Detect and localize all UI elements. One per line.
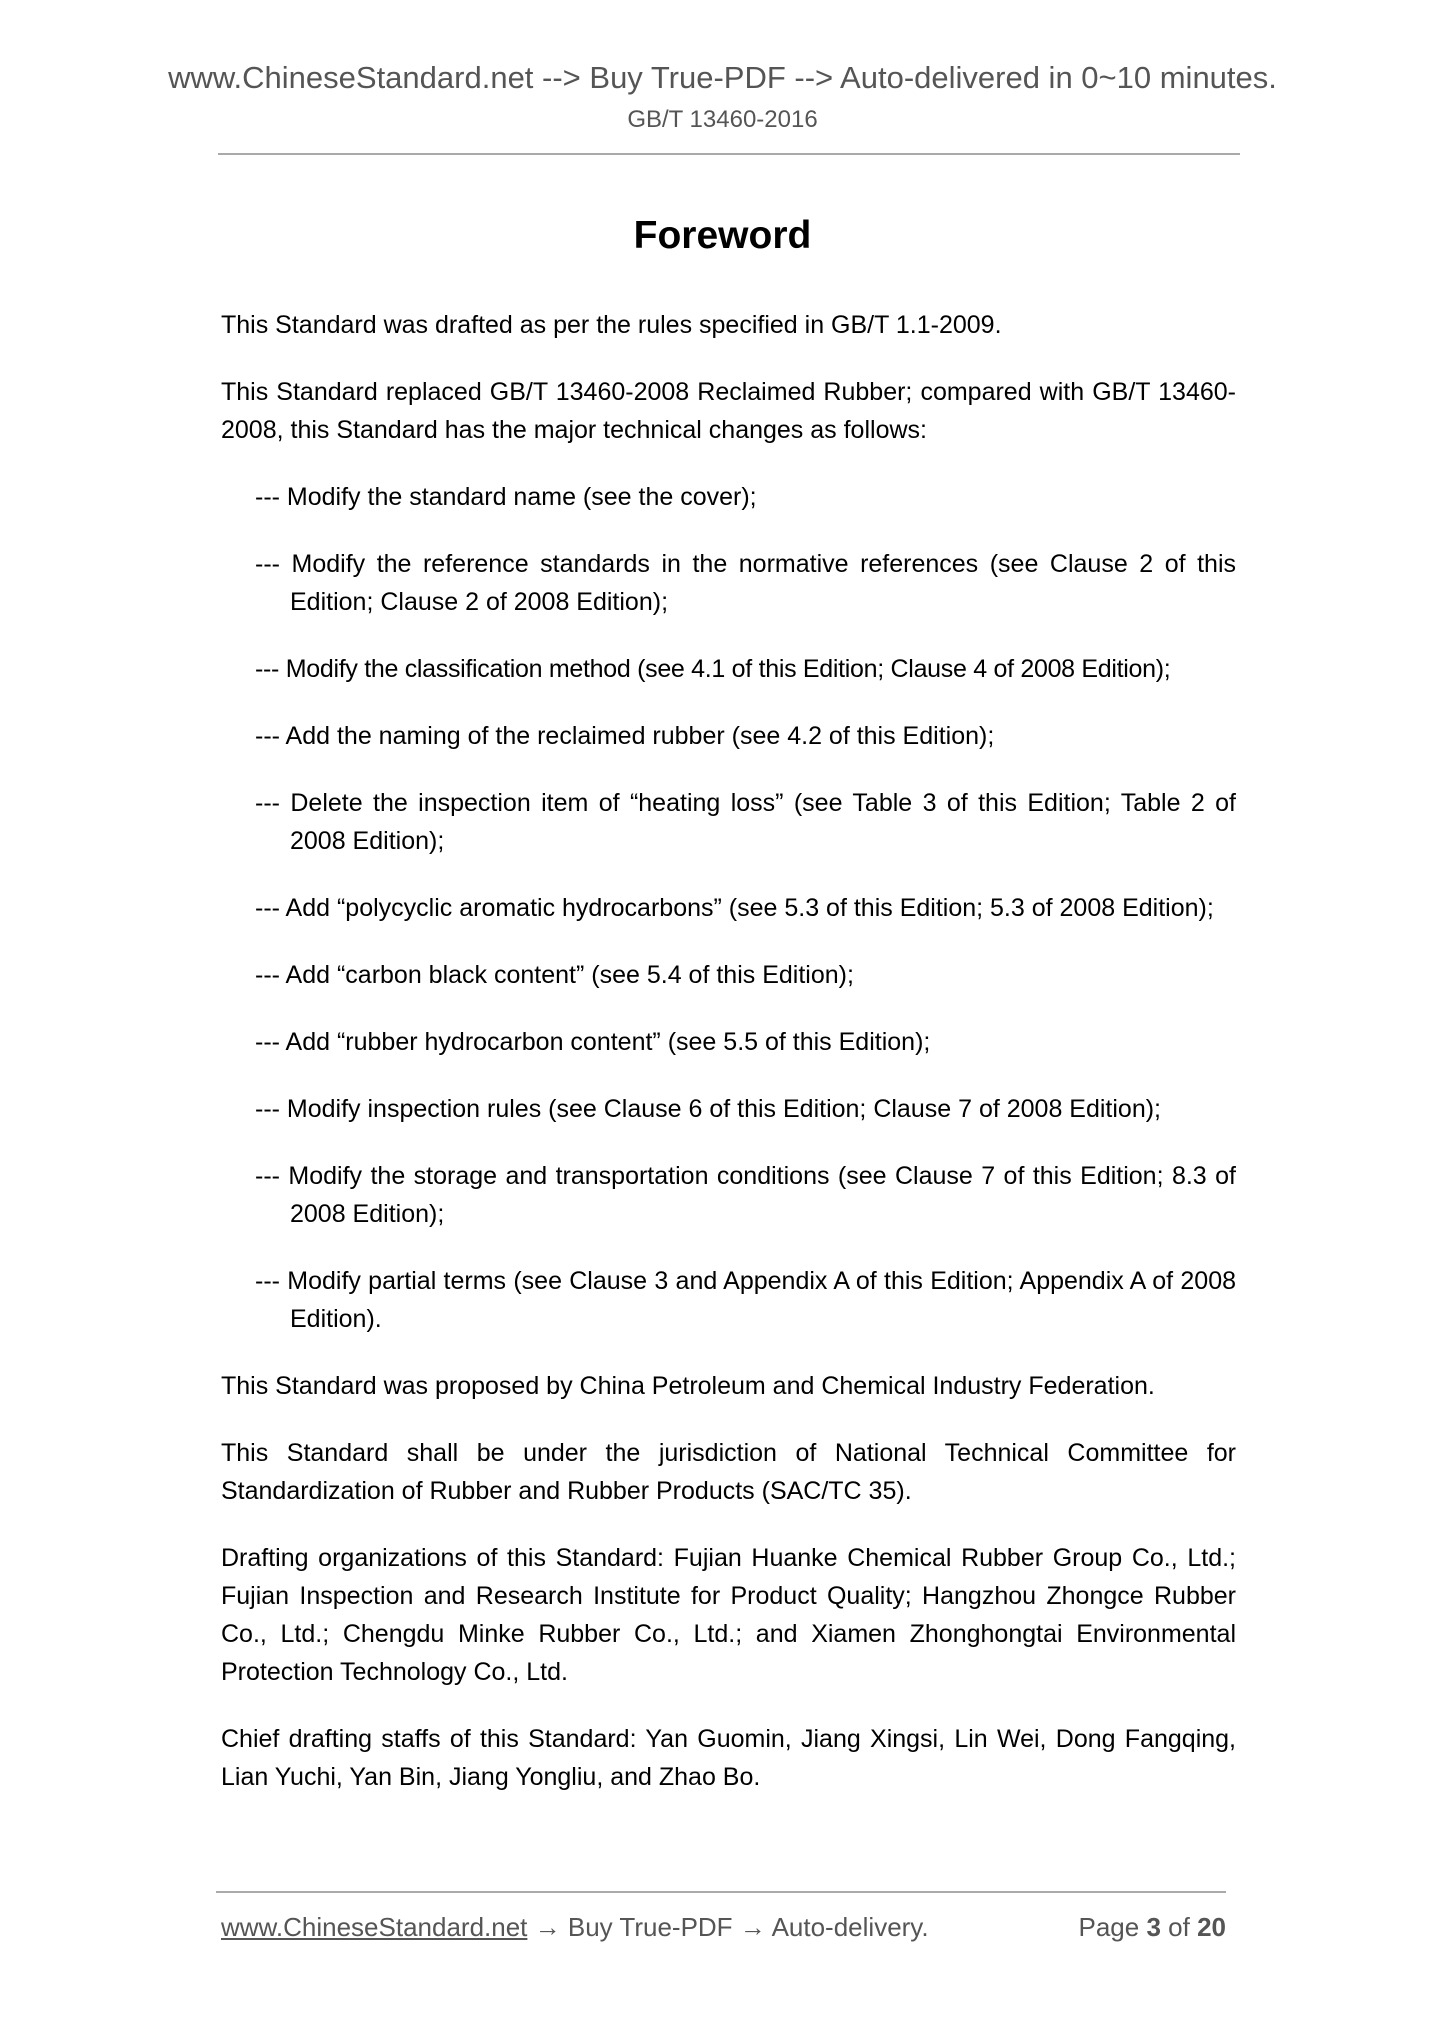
change-item: --- Add the naming of the reclaimed rubber (see 4.2 of this Edition); xyxy=(255,722,995,750)
change-item: --- Modify the classification method (see 4.1 of this Edition; Clause 4 of 2008 Edition); xyxy=(255,655,1171,683)
footer-site-link[interactable]: www.ChineseStandard.net xyxy=(221,1912,528,1942)
change-item: --- Add “carbon black content” (see 5.4 of this Edition); xyxy=(255,961,854,989)
change-item: --- Modify inspection rules (see Clause 6 of this Edition; Clause 7 of 2008 Edition); xyxy=(255,1095,1162,1123)
paragraph: This Standard shall be under the jurisdiction of National Technical Committee for Standardization of Rubber and Rubber Products (SAC/TC 35). xyxy=(221,1439,1236,1505)
page-current: 3 xyxy=(1146,1912,1161,1942)
change-item: --- Modify the standard name (see the cover); xyxy=(255,483,757,511)
standard-code: GB/T 13460-2016 xyxy=(627,106,818,133)
footer xyxy=(221,1912,1226,1943)
page-title: Foreword xyxy=(633,214,812,257)
change-item: --- Modify the storage and transportation conditions (see Clause 7 of this Edition; 8.3 of 2008 Edition); xyxy=(255,1162,1236,1228)
footer-divider xyxy=(216,1891,1226,1893)
paragraph: This Standard was proposed by China Petroleum and Chemical Industry Federation. xyxy=(221,1372,1155,1400)
change-item: --- Delete the inspection item of “heating loss” (see Table 3 of this Edition; Table 2 of 2008 Edition); xyxy=(255,789,1236,855)
change-item: --- Add “rubber hydrocarbon content” (see 5.5 of this Edition); xyxy=(255,1028,931,1056)
paragraph: Drafting organizations of this Standard: Fujian Huanke Chemical Rubber Group Co., Ltd.; Fujian Inspection and Research Institute for Product Quality; Hangzhou Zhongce Rubber Co., Ltd.; Chengdu Minke Rubber Co., Ltd.; and Xiamen Zhonghongtai Environmental Protection Technology Co., Ltd. xyxy=(221,1544,1236,1686)
footer-tagline: → Buy True-PDF → Auto-delivery. xyxy=(527,1912,929,1942)
change-item: --- Modify partial terms (see Clause 3 and Appendix A of this Edition; Appendix A of 2008 Edition). xyxy=(255,1267,1236,1333)
paragraph: This Standard replaced GB/T 13460-2008 Reclaimed Rubber; compared with GB/T 13460-2008, this Standard has the major technical changes as follows: xyxy=(221,378,1236,444)
change-item: --- Add “polycyclic aromatic hydrocarbons” (see 5.3 of this Edition; 5.3 of 2008 Edition); xyxy=(255,894,1214,922)
of-label: of xyxy=(1168,1912,1190,1942)
page-label: Page xyxy=(1078,1912,1140,1942)
change-item: --- Modify the reference standards in the normative references (see Clause 2 of this Edition; Clause 2 of 2008 Edition); xyxy=(255,550,1236,616)
header-banner: www.ChineseStandard.net --> Buy True-PDF --> Auto-delivered in 0~10 minutes. xyxy=(168,60,1277,95)
paragraph: Chief drafting staffs of this Standard: Yan Guomin, Jiang Xingsi, Lin Wei, Dong Fangqing, Lian Yuchi, Yan Bin, Jiang Yongliu, and Zhao Bo. xyxy=(221,1725,1236,1791)
paragraph: This Standard was drafted as per the rules specified in GB/T 1.1-2009. xyxy=(221,311,1002,339)
header-divider xyxy=(218,153,1240,155)
page-total: 20 xyxy=(1197,1912,1226,1942)
page-indicator xyxy=(1078,1912,1226,1943)
document-body xyxy=(221,306,1236,1825)
